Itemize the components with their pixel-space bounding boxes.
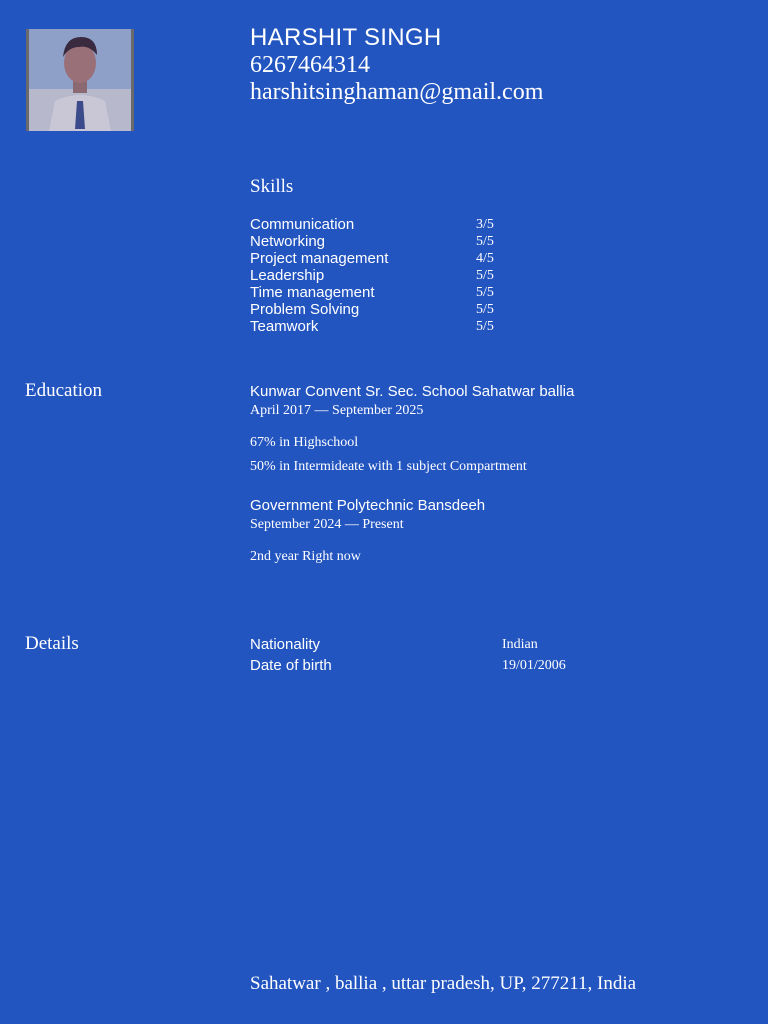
skills-list — [250, 216, 510, 335]
skill-row — [250, 284, 510, 301]
candidate-name: HARSHIT SINGH — [250, 24, 442, 51]
person-portrait-icon — [29, 29, 131, 131]
skill-row — [250, 250, 510, 267]
education-dates: April 2017 — September 2025 — [250, 403, 424, 418]
skill-rating: 5/5 — [476, 302, 494, 317]
skill-rating: 5/5 — [476, 319, 494, 334]
education-heading: Education — [25, 380, 103, 401]
skills-heading: Skills — [250, 176, 294, 197]
skill-name: Leadership — [250, 267, 325, 284]
detail-label-dob: Date of birth — [250, 657, 332, 674]
education-note: 67% in Highschool — [250, 435, 359, 450]
skill-name: Teamwork — [250, 318, 319, 335]
phone-number: 6267464314 — [250, 52, 370, 78]
skill-row — [250, 216, 510, 233]
address-footer: Sahatwar , ballia , uttar pradesh, UP, 277211, India — [250, 973, 637, 994]
education-dates: September 2024 — Present — [250, 517, 404, 532]
skill-row — [250, 301, 510, 318]
detail-label-nationality: Nationality — [250, 636, 321, 653]
education-note: 50% in Intermideate with 1 subject Compartment — [250, 459, 527, 474]
education-note: 2nd year Right now — [250, 549, 361, 564]
skill-row — [250, 233, 510, 250]
skill-rating: 3/5 — [476, 217, 494, 232]
skill-name: Networking — [250, 233, 326, 250]
skill-name: Project management — [250, 250, 389, 267]
detail-value-dob: 19/01/2006 — [502, 658, 566, 673]
detail-value-nationality: Indian — [502, 637, 538, 652]
skill-name: Time management — [250, 284, 375, 301]
skill-rating: 5/5 — [476, 268, 494, 283]
skill-row — [250, 267, 510, 284]
skill-name: Problem Solving — [250, 301, 360, 318]
education-school: Government Polytechnic Bansdeeh — [250, 497, 486, 514]
details-heading: Details — [25, 633, 79, 654]
profile-photo — [26, 29, 134, 131]
skill-name: Communication — [250, 216, 355, 233]
skill-row — [250, 318, 510, 335]
education-school: Kunwar Convent Sr. Sec. School Sahatwar ballia — [250, 383, 575, 400]
skill-rating: 5/5 — [476, 234, 494, 249]
skill-rating: 5/5 — [476, 285, 494, 300]
email-address: harshitsinghaman@gmail.com — [250, 79, 544, 105]
skill-rating: 4/5 — [476, 251, 494, 266]
